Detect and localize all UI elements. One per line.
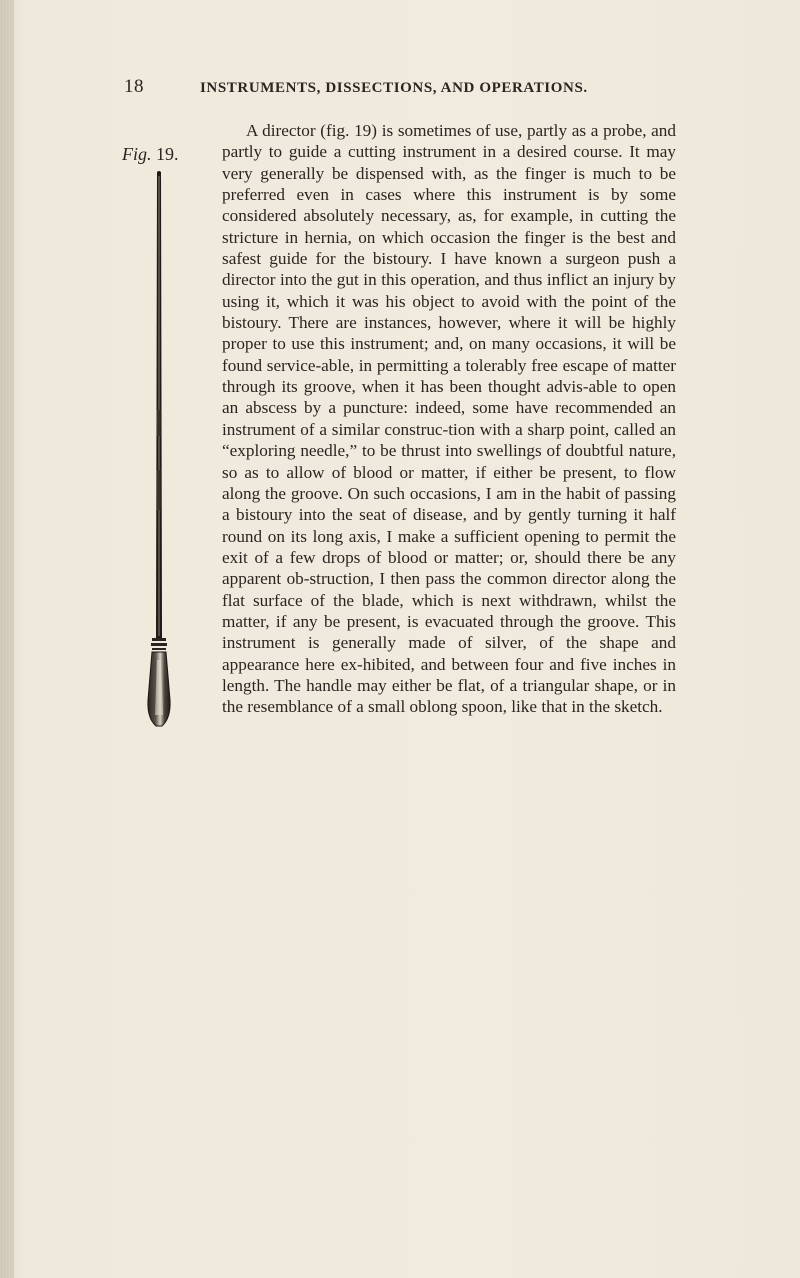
book-spine-edge <box>0 0 14 1278</box>
running-head: INSTRUMENTS, DISSECTIONS, AND OPERATIONS. <box>200 80 588 96</box>
figure-label <box>122 144 179 165</box>
figure-label-prefix: Fig. <box>122 144 152 164</box>
director-illustration <box>140 170 180 730</box>
body-paragraph-text: A director (fig. 19) is sometimes of use, partly as a probe, and partly to guide a cutting instrument in a desired course. It may very generally be dispensed with, as the finger is much to be preferred even in cases where this instrument is by some considered absolutely necessary, as, for example, in cutting the stricture in hernia, on which occasion the finger is the best and safest guide for the bistoury. I have known a surgeon push a director into the gut in this operation, and thus inflict an injury by using it, which it was his object to avoid with the point of the bistoury. There are instances, however, where it will be highly proper to use this instrument; and, on many occasions, it will be found service-able, in permitting a tolerably free escape of matter through its groove, when it has been thought advis-able to open an abscess by a puncture: indeed, some have recommended an instrument of a similar construc-tion with a sharp point, called an “exploring needle,” to be thrust into swellings of doubtful nature, so as to allow of blood or matter, if either be present, to flow along the groove. On such occasions, I am in the habit of passing a bistoury into the seat of disease, and by gently turning it half round on its long axis, I make a sufficient opening to permit the exit of a few drops of blood or matter; or, should there be any apparent ob-struction, I then pass the common director along the flat surface of the blade, which is next withdrawn, whilst the matter, if any be present, is evacuated through the groove. This instrument is generally made of silver, of the shape and appearance here ex-hibited, and between four and five inches in length. The handle may either be flat, of a triangular shape, or in the resemblance of a small oblong spoon, like that in the sketch. <box>222 121 676 717</box>
shaft-shade <box>157 410 161 436</box>
probe-director-icon <box>140 170 180 730</box>
shaft-shade <box>157 470 161 510</box>
figure-label-number: 19. <box>156 144 179 164</box>
director-collar <box>152 648 166 650</box>
director-collar <box>152 638 166 641</box>
body-paragraph <box>222 120 676 718</box>
director-collar <box>151 643 167 646</box>
page-number: 18 <box>124 76 144 97</box>
